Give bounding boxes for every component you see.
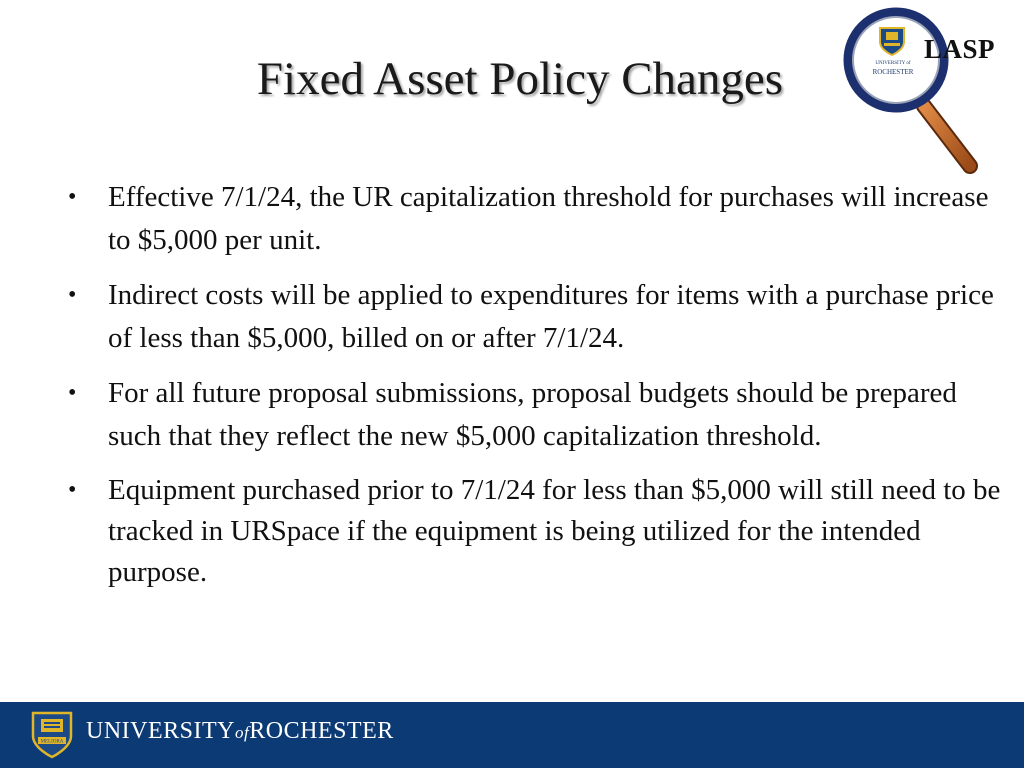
bullet-item (62, 372, 1002, 458)
bullet-marker: • (68, 477, 77, 503)
lasp-text: LASP (924, 34, 996, 64)
bullet-marker: • (68, 184, 77, 210)
lasp-university-name: ROCHESTER (872, 68, 914, 76)
footer-university-word: UNIVERSITY (86, 718, 235, 744)
bullet-text: Effective 7/1/24, the UR capitalization threshold for purchases will increase to $5,000 per unit. (108, 181, 989, 256)
footer-bar (0, 702, 1024, 768)
slide-title: Fixed Asset Policy Changes (256, 53, 784, 105)
bullet-item (62, 176, 1002, 262)
lasp-seal-icon (878, 26, 906, 56)
lasp-university-small: UNIVERSITY of (875, 61, 911, 66)
lasp-logo (838, 2, 1006, 178)
bullet-text: Equipment purchased prior to 7/1/24 for less than $5,000 will still need to be tracked in URSpace if the equipment is being utilized for the intended purpose. (108, 474, 1001, 588)
bullet-text: Indirect costs will be applied to expenditures for items with a purchase price of less than $5,000, billed on or after 7/1/24. (108, 279, 994, 354)
lasp-university-text (864, 60, 922, 76)
seal-motto: MELIORA (40, 739, 64, 745)
university-shield-icon (30, 710, 74, 760)
magnifying-glass-icon (838, 2, 1006, 178)
bullet-list (62, 176, 1002, 593)
bullet-marker: • (68, 380, 77, 406)
footer-rochester-word: ROCHESTER (249, 718, 394, 744)
footer-of-word: of (235, 723, 250, 742)
bullet-marker: • (68, 282, 77, 308)
bullet-item (62, 470, 1002, 593)
bullet-item (62, 274, 1002, 360)
footer-university-name (86, 718, 394, 745)
bullet-text: For all future proposal submissions, proposal budgets should be prepared such that they reflect the new $5,000 capitalization threshold. (108, 377, 957, 452)
